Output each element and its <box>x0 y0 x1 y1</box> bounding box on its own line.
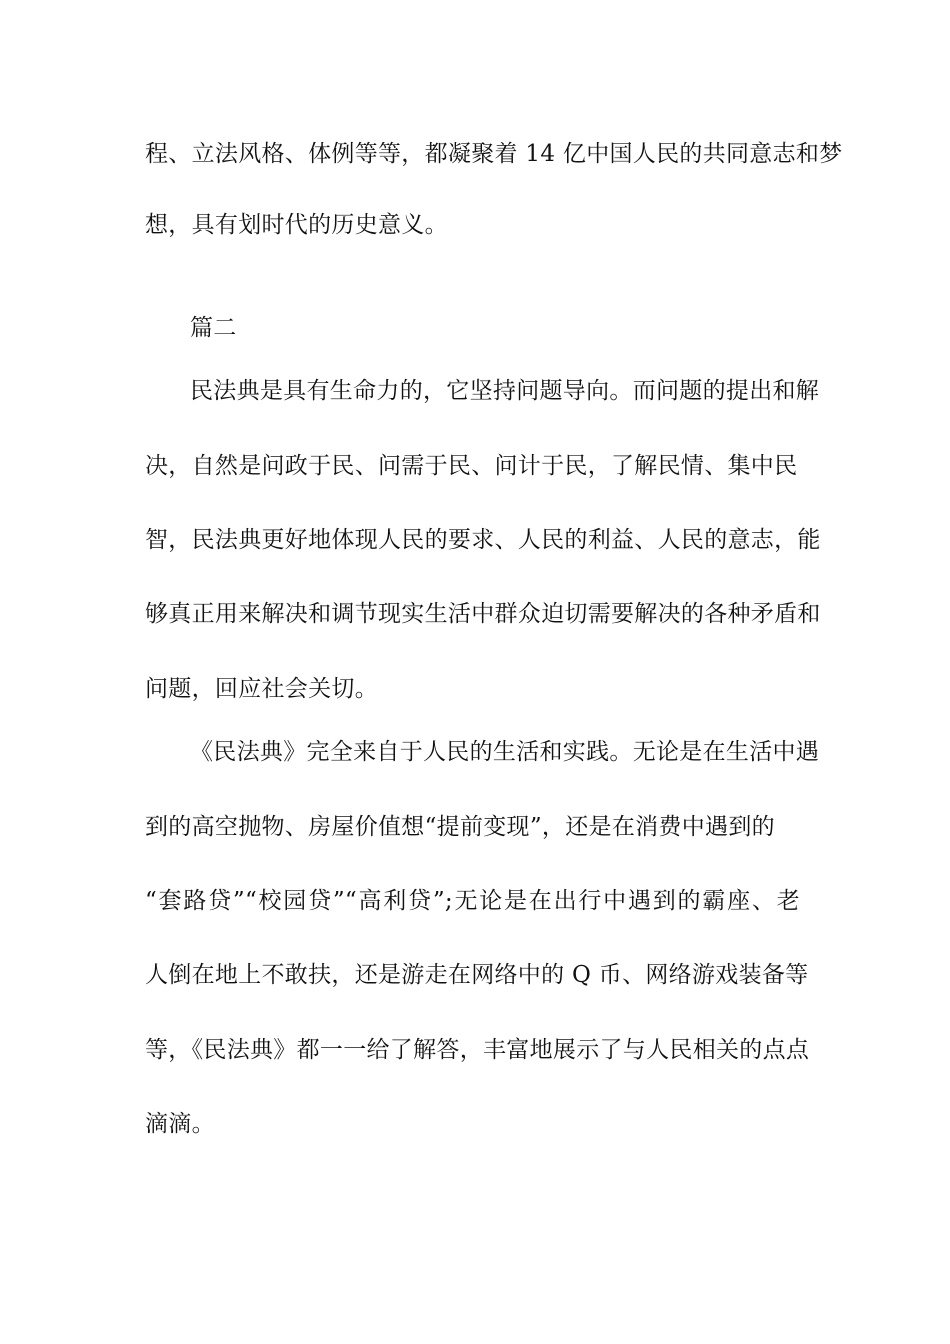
paragraph-3-line-3: “套路贷”“校园贷”“高利贷”;无论是在出行中遇到的霸座、老 <box>145 888 800 914</box>
paragraph-3-line-2: 到的高空抛物、房屋价值想“提前变现”，还是在消费中遇到的 <box>145 814 775 840</box>
paragraph-2-line-5: 问题，回应社会关切。 <box>145 676 378 702</box>
paragraph-3-line-1: 《民法典》完全来自于人民的生活和实践。无论是在生活中遇 <box>190 739 820 765</box>
paragraph-3-line-4: 人倒在地上不敢扶，还是游走在网络中的 Q 币、网络游戏装备等 <box>145 962 809 988</box>
paragraph-1-line-1: 程、立法风格、体例等等，都凝聚着 14 亿中国人民的共同意志和梦 <box>145 141 843 167</box>
paragraph-2-line-1: 民法典是具有生命力的，它坚持问题导向。而问题的提出和解 <box>190 378 820 404</box>
paragraph-3-line-5: 等，《民法典》都一一给了解答，丰富地展示了与人民相关的点点 <box>145 1037 810 1063</box>
paragraph-2-line-3: 智，民法典更好地体现人民的要求、人民的利益、人民的意志，能 <box>145 527 821 553</box>
paragraph-2-line-2: 决，自然是问政于民、问需于民、问计于民，了解民情、集中民 <box>145 453 798 479</box>
paragraph-1-line-2: 想，具有划时代的历史意义。 <box>145 212 448 238</box>
paragraph-3-line-6: 滴滴。 <box>145 1111 215 1137</box>
section-heading: 篇二 <box>190 315 237 341</box>
paragraph-2-line-4: 够真正用来解决和调节现实生活中群众迫切需要解决的各种矛盾和 <box>145 601 821 627</box>
